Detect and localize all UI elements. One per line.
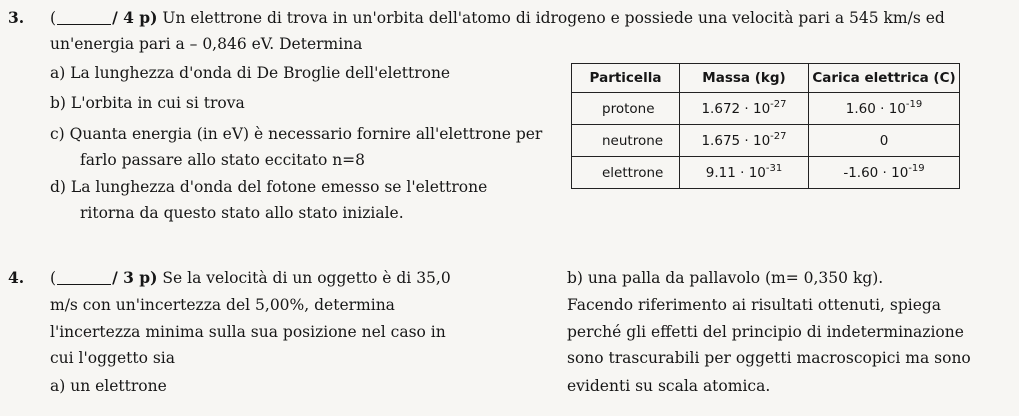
q4-intro-line1: Se la velocità di un oggetto è di 35,0 (162, 269, 451, 287)
charge-exp: -19 (908, 162, 925, 174)
table-cell-name: protone (572, 93, 680, 125)
table-header: Carica elettrica (C) (809, 64, 960, 93)
q4-number: 4. (8, 268, 25, 287)
q4-intro-line2: m/s con un'incertezza del 5,00%, determina (50, 296, 395, 314)
table-cell-charge: 0 (809, 125, 960, 157)
table-cell-charge (809, 157, 960, 189)
q4-explain-line2: perché gli effetti del principio di indeterminazione (567, 323, 964, 341)
table-cell-name: elettrone (572, 157, 680, 189)
mass-base: 1.672 · 10 (701, 100, 771, 117)
q3-open-paren: ( (50, 9, 57, 27)
q4-open-paren: ( (50, 269, 57, 287)
q3-item-a: a) La lunghezza d'onda di De Broglie dell'elettrone (50, 64, 451, 82)
table-header: Particella (572, 64, 680, 93)
q4-intro-line4: cui l'oggetto sia (50, 349, 175, 367)
q3-header (50, 8, 945, 28)
mass-base: 9.11 · 10 (705, 164, 766, 181)
q3-item-c-line1: c) Quanta energia (in eV) è necessario fornire all'elettrone per (50, 125, 543, 143)
table-row (572, 93, 960, 125)
table-cell-mass (680, 93, 809, 125)
q4-header (50, 268, 451, 288)
q3-intro-line1: Un elettrone di trova in un'orbita dell'atomo di idrogeno e possiede una velocità pari a 545 km/s ed (162, 9, 945, 27)
table-row (572, 157, 960, 189)
q4-explain-line1: Facendo riferimento ai risultati ottenuti, spiega (567, 296, 942, 314)
q4-score-blank[interactable] (57, 270, 111, 285)
mass-exp: -27 (770, 98, 787, 110)
q3-item-d-line2: ritorna da questo stato allo stato iniziale. (80, 204, 404, 222)
charge-base: -1.60 · 10 (843, 164, 909, 181)
mass-exp: -27 (770, 130, 787, 142)
q4-explain-line4: evidenti su scala atomica. (567, 377, 771, 395)
q3-item-d-line1: d) La lunghezza d'onda del fotone emesso se l'elettrone (50, 178, 488, 196)
q3-item-c-line2: farlo passare allo stato eccitato n=8 (80, 151, 366, 169)
q4-points: / 3 p) (112, 268, 158, 287)
charge-base: 1.60 · 10 (845, 100, 906, 117)
table-cell-charge (809, 93, 960, 125)
mass-base: 1.675 · 10 (701, 132, 771, 149)
q3-points: / 4 p) (112, 8, 158, 27)
table-header: Massa (kg) (680, 64, 809, 93)
q4-item-a: a) un elettrone (50, 377, 167, 395)
q3-item-b: b) L'orbita in cui si trova (50, 94, 245, 112)
q3-intro-line2: un'energia pari a – 0,846 eV. Determina (50, 35, 363, 53)
table-header-row (572, 64, 960, 93)
table-cell-mass (680, 157, 809, 189)
table-row (572, 125, 960, 157)
charge-exp: -19 (905, 98, 923, 110)
q4-explain-line3: sono trascurabili per oggetti macroscopici ma sono (567, 349, 971, 367)
table-cell-mass (680, 125, 809, 157)
q3-number: 3. (8, 8, 25, 27)
q4-intro-line3: l'incertezza minima sulla sua posizione nel caso in (50, 323, 446, 341)
q4-item-b: b) una palla da pallavolo (m= 0,350 kg). (567, 269, 884, 287)
q3-score-blank[interactable] (57, 10, 111, 25)
particle-table (571, 63, 960, 189)
mass-exp: -31 (765, 162, 783, 174)
table-cell-name: neutrone (572, 125, 680, 157)
